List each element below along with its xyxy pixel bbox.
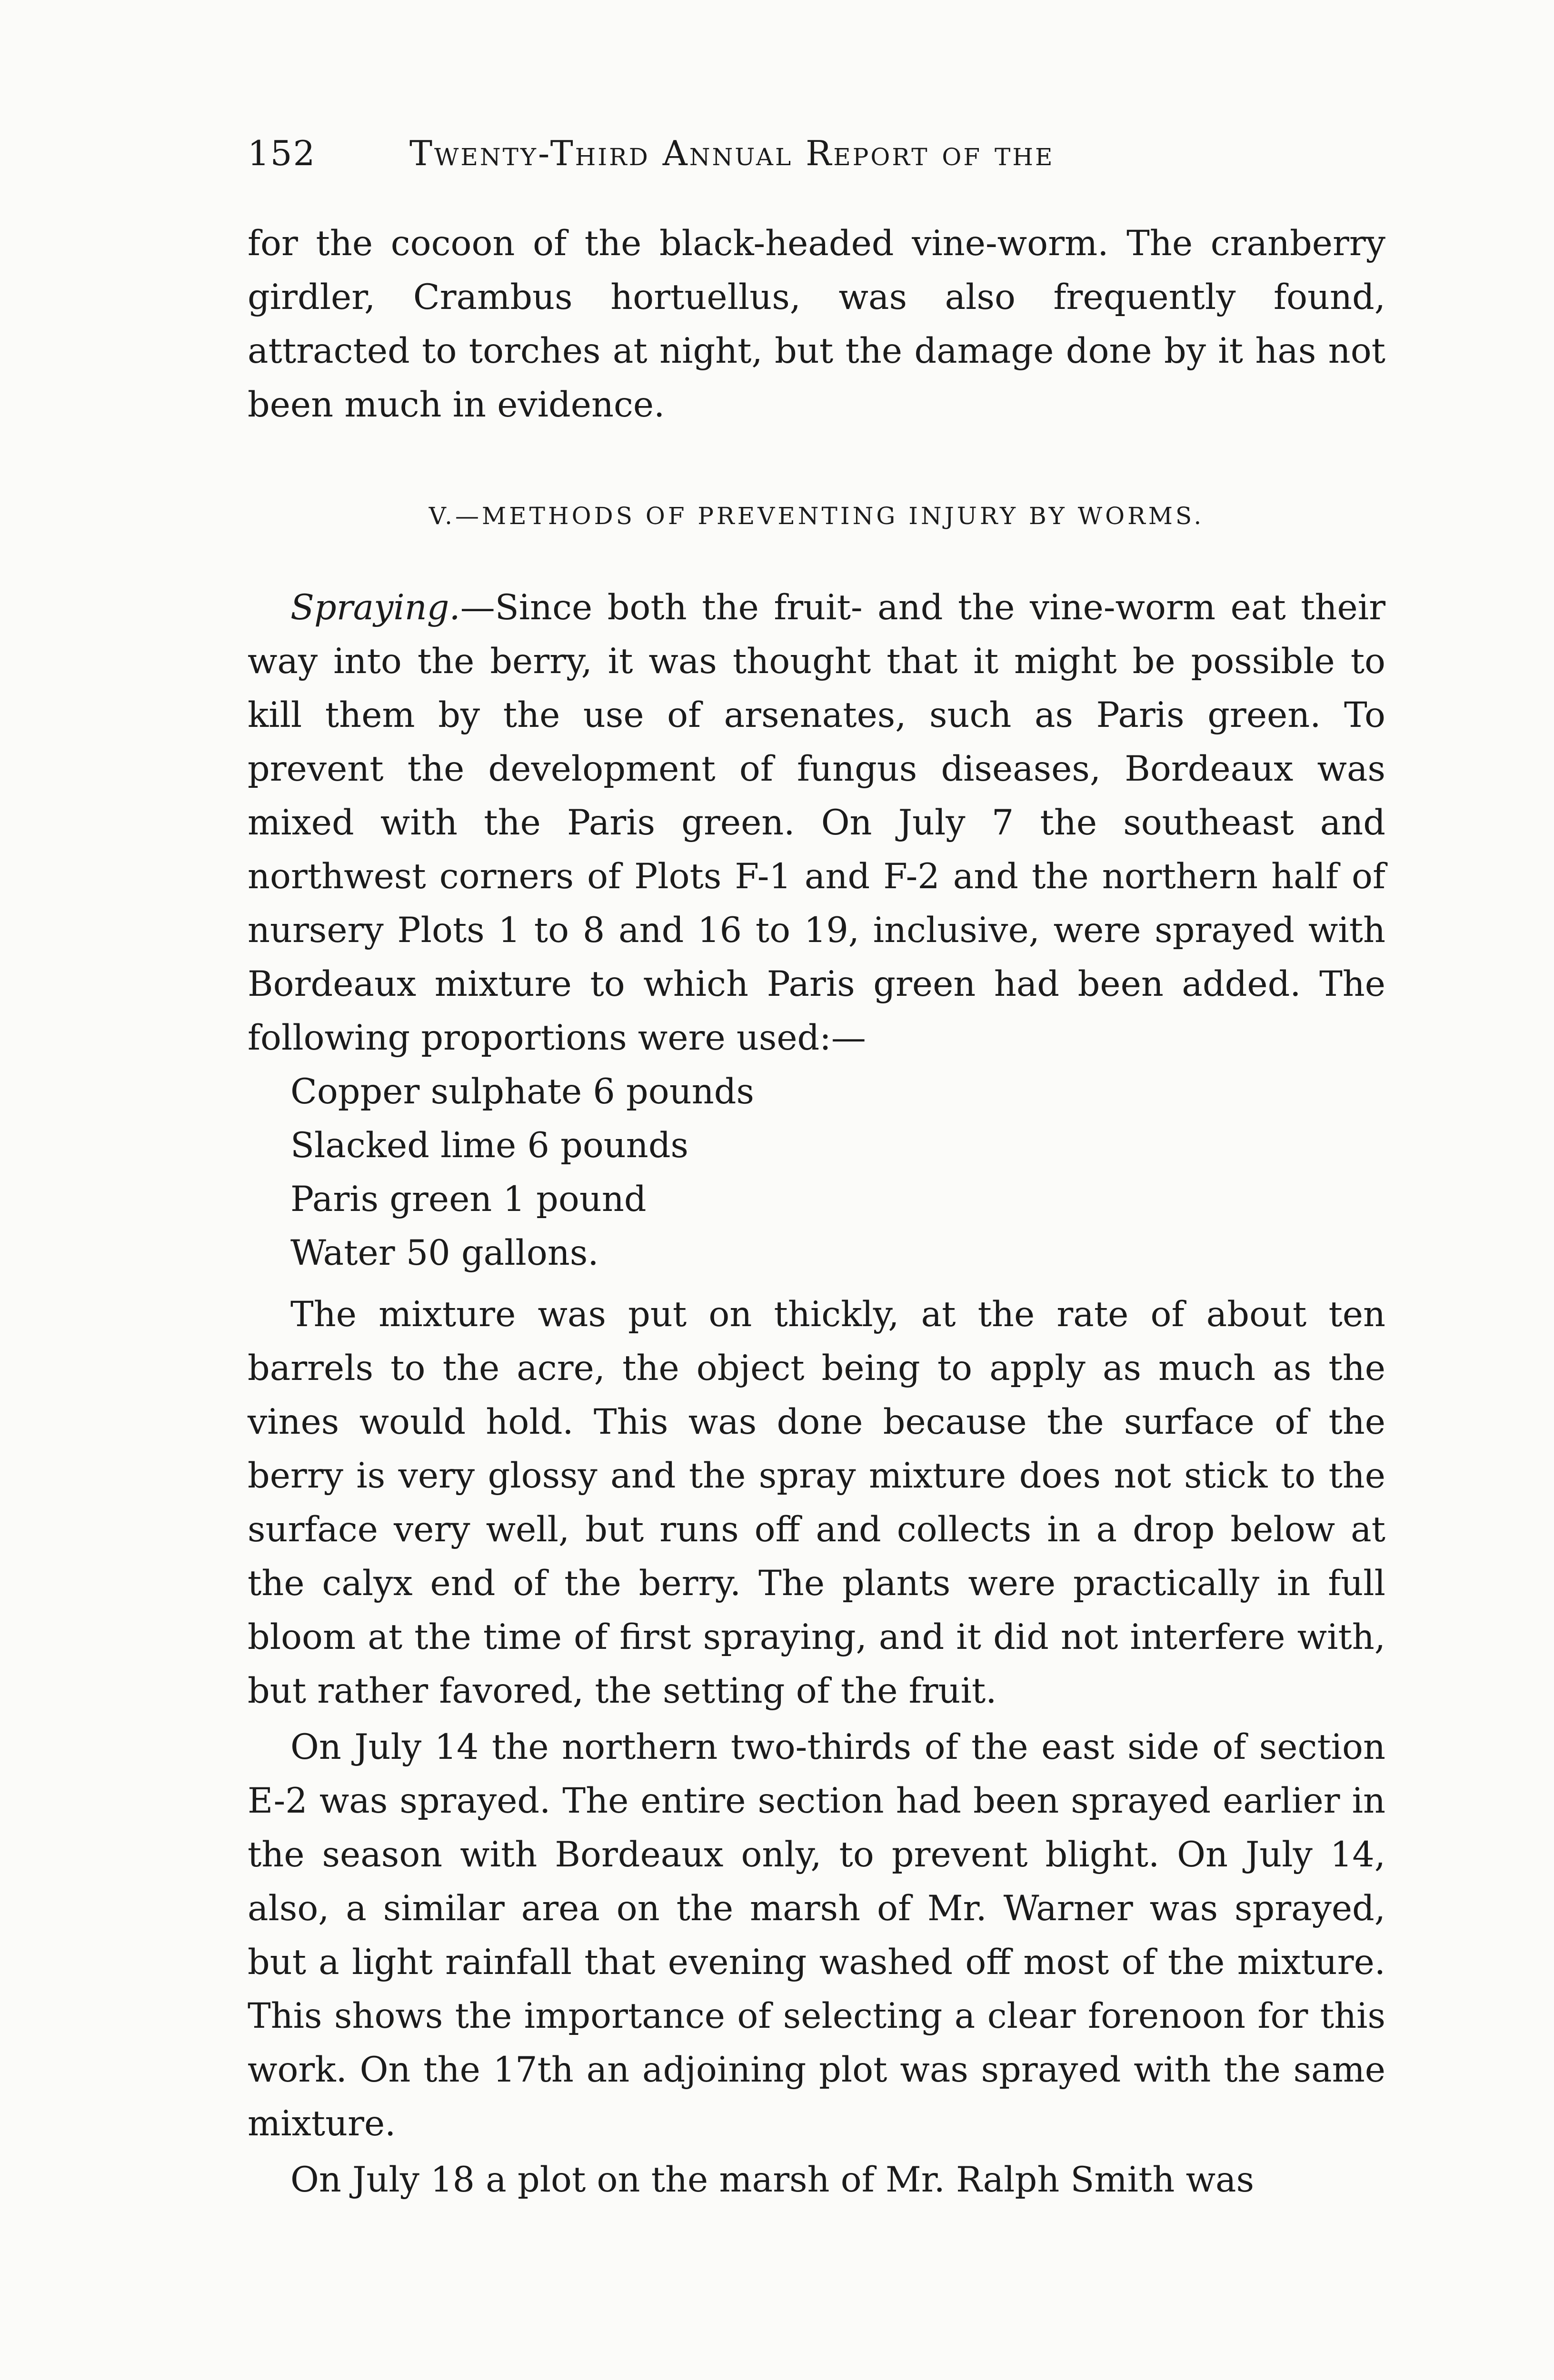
spray-recipe-list (248, 1065, 1385, 1280)
body-text (248, 217, 1385, 2207)
spraying-lead: Spraying. (290, 587, 460, 628)
paragraph-mixture: The mixture was put on thickly, at the rate of about ten barrels to the acre, the object being to apply as much as the vines would hold. This was done because the surface of the berry is very glossy and the spray mixture does not stick to the surface very well, but runs off and collects in a drop below at the calyx end of the berry. The plants were practically in full bloom at the time of first spraying, and it did not interfere with, but rather favored, the setting of the fruit. (248, 1294, 1385, 1711)
recipe-item: Paris green 1 pound (290, 1179, 647, 1220)
page-number: 152 (248, 133, 316, 173)
spraying-text: —Since both the fruit- and the vine-worm eat their way into the berry, it was thought that it might be possible to kill them by the use of arsenates, such as Paris green. To prevent the development of fungus diseases, Bordeaux was mixed with the Paris green. On July 7 the southeast and northwest corners of Plots F-1 and F-2 and the northern half of nursery Plots 1 to 8 and 16 to 19, inclusive, were sprayed with Bordeaux mixture to which Paris green had been added. The following proportions were used:— (248, 587, 1385, 1058)
recipe-item: Slacked lime 6 pounds (290, 1125, 689, 1166)
page-header (248, 125, 1385, 182)
paragraph-july-14: On July 14 the northern two-thirds of the east side of section E-2 was sprayed. The entire section had been sprayed earlier in the season with Bordeaux only, to prevent blight. On July 14, also, a similar area on the marsh of Mr. Warner was sprayed, but a light rainfall that evening washed off most of the mixture. This shows the importance of selecting a clear forenoon for this work. On the 17th an adjoining plot was sprayed with the same mixture. (248, 1727, 1385, 2144)
recipe-item: Copper sulphate 6 pounds (290, 1071, 754, 1112)
section-heading: V.—METHODS OF PREVENTING INJURY BY WORMS. (428, 502, 1205, 530)
running-head: Twenty-Third Annual Report of the (409, 133, 1055, 173)
paragraph-july-18: On July 18 a plot on the marsh of Mr. Ralph Smith was (290, 2160, 1255, 2200)
paragraph-cocoon: for the cocoon of the black-headed vine-worm. The cranberry girdler, Crambus hortuellus, was also frequently found, attracted to torches at night, but the damage done by it has not been much in evidence. (248, 223, 1385, 425)
paragraph-spraying (248, 581, 1385, 1065)
recipe-item: Water 50 gallons. (290, 1233, 599, 1273)
